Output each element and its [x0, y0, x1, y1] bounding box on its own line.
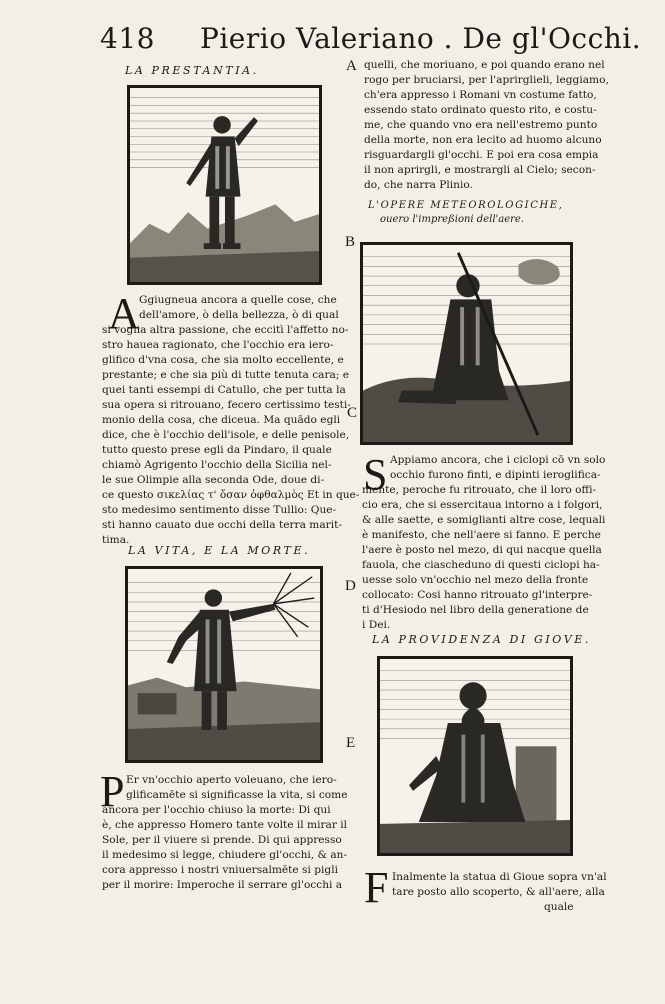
- woodcut-providenza: [377, 656, 573, 856]
- caption-meteorologiche: L'OPERE METEOROLOGICHE,: [368, 200, 564, 211]
- text-line: il non aprirgli, e mostrargli al Cielo; secon-: [364, 164, 596, 176]
- text-line: Er vn'occhio aperto voleuano, che iero-: [126, 774, 337, 786]
- text-line: cora appresso i nostri vniuersalmēte si pigli: [102, 864, 338, 876]
- text-line: Appiamo ancora, che i ciclopi cō vn solo: [390, 454, 606, 466]
- text-line: quelli, che moriuano, e poi quando erano nel: [364, 59, 605, 71]
- text-line: occhio furono finti, e dipinti ieroglifica-: [390, 469, 601, 481]
- text-line: stro hauea ragionato, che l'occhio era iero-: [102, 339, 334, 351]
- text-line: il medesimo si legge, chiudere gl'occhi, & an-: [102, 849, 348, 861]
- text-line: ce questo σικελίας τ' ὄσαν ὀφθαλμὸς Et in que-: [102, 489, 360, 501]
- text-line: per il morire: Imperoche il serrare gl'occhi a: [102, 879, 343, 891]
- text-line: quei tanti essempi di Catullo, che per tutta la: [102, 384, 346, 396]
- text-line: glifico d'vna cosa, che sia molto eccellente, e: [102, 354, 344, 366]
- initial-s: S: [363, 450, 388, 499]
- caption-prestantia: LA PRESTANTIA.: [125, 64, 259, 77]
- text-line: uesse solo vn'occhio nel mezo della fronte: [362, 574, 589, 586]
- text-line: dell'amore, ò della bellezza, ò di qual: [139, 309, 339, 321]
- text-line: Sole, per il viuere si prende. Di qui appresso: [102, 834, 342, 846]
- text-line: è, che appresso Homero tante volte il mirar il: [102, 819, 348, 831]
- caption-meteorologiche-subtitle: ouero l'impreßioni dell'aere.: [380, 214, 525, 225]
- caption-vita: LA VITA, E LA MORTE.: [128, 544, 311, 557]
- text-line: tima.: [102, 534, 130, 546]
- text-line: ancora per l'occhio chiuso la morte: Di qui: [102, 804, 331, 816]
- text-line: è manifesto, che nell'aere si fanno. E perche: [362, 529, 601, 541]
- woodcut-meteorologiche: [360, 242, 573, 445]
- text-line: essendo stato ordinato questo rito, e costu-: [364, 104, 597, 116]
- text-line: l'aere è posto nel mezo, di qui nacque quella: [362, 544, 602, 556]
- marginal-letter-c: C: [347, 405, 358, 421]
- marginal-letter-a: A: [346, 58, 357, 74]
- initial-f: F: [364, 863, 389, 912]
- text-line: fauola, che ciascheduno di questi ciclopi ha-: [362, 559, 600, 571]
- text-line: risguardargli gl'occhi. E poi era cosa empia: [364, 149, 599, 161]
- page-number: 418: [100, 22, 155, 55]
- woodcut-vita: [125, 566, 323, 763]
- text-line: tutto questo prese egli da Pindaro, il quale: [102, 444, 332, 456]
- text-line: ti d'Hesiodo nel libro della generatione de: [362, 604, 589, 616]
- text-line: i Dei.: [362, 619, 391, 631]
- marginal-letter-b: B: [345, 234, 356, 250]
- text-line: sto medesimo sentimento disse Tullio: Que-: [102, 504, 337, 516]
- text-line: & alle saette, e somiglianti altre cose, lequali: [362, 514, 606, 526]
- text-line: sti hanno cauato due occhi della terra marit-: [102, 519, 342, 531]
- woodcut-prestantia: [127, 85, 322, 285]
- text-line: ch'era appresso i Romani vn costume fatto,: [364, 89, 597, 101]
- text-line: sua opera si ritrouano, fecero certissimo testi-: [102, 399, 351, 411]
- text-line: monio della cosa, che diceua. Ma quādo egli: [102, 414, 341, 426]
- text-line: rogo per bruciarsi, per l'aprirglieli, leggiamo,: [364, 74, 609, 86]
- marginal-letter-d: D: [345, 578, 356, 594]
- text-line: della morte, non era lecito ad huomo alcuno: [364, 134, 602, 146]
- text-line: collocato: Cosi hanno ritrouato gl'interpre-: [362, 589, 593, 601]
- catchword: quale: [544, 901, 574, 913]
- marginal-letter-e: E: [346, 735, 356, 751]
- text-line: do, che narra Plinio.: [364, 179, 473, 191]
- running-head: Pierio Valeriano . De gl'Occhi.: [200, 22, 642, 55]
- text-line: Inalmente la statua di Gioue sopra vn'al: [392, 871, 607, 883]
- initial-p: P: [100, 767, 125, 816]
- text-line: tare posto allo scoperto, & all'aere, alla: [392, 886, 605, 898]
- text-line: mente, peroche fu ritrouato, che il loro offi-: [362, 484, 597, 496]
- text-line: dice, che è l'occhio dell'isole, e delle penisole,: [102, 429, 350, 441]
- text-line: si voglia altra passione, che eccitì l'affetto no-: [102, 324, 349, 336]
- initial-a: A: [108, 289, 140, 338]
- text-line: prestante; e che sia più di tutte tenuta cara; e: [102, 369, 350, 381]
- text-line: le sue Olimpie alla seconda Ode, doue di-: [102, 474, 325, 486]
- text-line: me, che quando vno era nell'estremo punto: [364, 119, 598, 131]
- text-line: cio era, che si essercitaua intorno a i folgori,: [362, 499, 603, 511]
- text-line: chiamò Agrigento l'occhio della Sicilia nel-: [102, 459, 332, 471]
- caption-providenza: LA PROVIDENZA DI GIOVE.: [372, 633, 591, 646]
- text-line: glificamēte si significasse la vita, si come: [126, 789, 348, 801]
- text-line: Ggiugneua ancora a quelle cose, che: [139, 294, 337, 306]
